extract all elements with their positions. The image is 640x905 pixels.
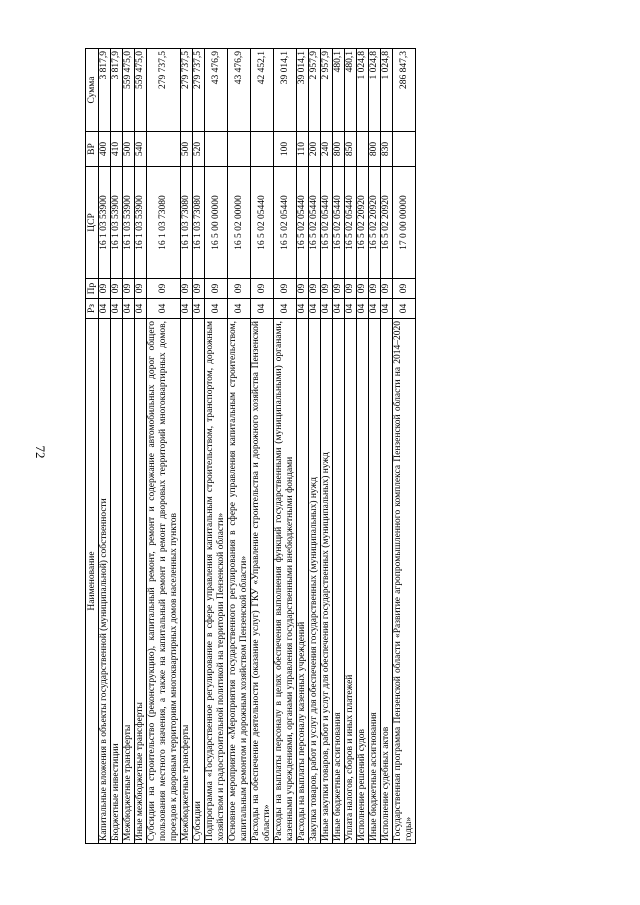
cell-rz: 04: [147, 299, 181, 319]
cell-vr: 200: [309, 132, 321, 167]
cell-sum: 42 452,1: [251, 49, 274, 132]
cell-csr: 16 5 02 00000: [228, 167, 251, 279]
cell-csr: 16 5 02 05440: [321, 167, 333, 279]
cell-pr: 09: [99, 279, 111, 299]
table-row: [393, 49, 416, 844]
table-row: [205, 49, 228, 844]
cell-rz: 04: [357, 299, 369, 319]
page-number: 72: [33, 445, 48, 459]
cell-name: Закупка товаров, работ и услуг для обеспечения государственных (муниципальных) нужд: [309, 319, 321, 844]
cell-csr: 16 5 02 20920: [381, 167, 393, 279]
table-row: [274, 49, 297, 844]
cell-sum: 43 476,9: [205, 49, 228, 132]
cell-name: Расходы на обеспечение деятельности (оказание услуг) ГКУ «Управление строительства и дорожного хозяйства Пензенской области»: [251, 319, 274, 844]
budget-table: [85, 48, 416, 844]
cell-name: Подпрограмма «Государственное регулирование в сфере управления капитальным строительством, транспортом, дорожным хозяйством и градостроительной политикой на территории Пензенской области»: [205, 319, 228, 844]
cell-name: Уплата налогов, сборов и иных платежей: [345, 319, 357, 844]
budget-table-container: [85, 49, 555, 844]
table-row: [321, 49, 333, 844]
cell-pr: 09: [333, 279, 345, 299]
cell-csr: 16 1 03 73080: [147, 167, 181, 279]
cell-name: Бюджетные инвестиции: [111, 319, 123, 844]
cell-vr: [205, 132, 228, 167]
cell-sum: 3 817,9: [99, 49, 111, 132]
cell-vr: 410: [111, 132, 123, 167]
cell-rz: 04: [381, 299, 393, 319]
header-pr: Пр: [86, 279, 99, 299]
cell-rz: 04: [99, 299, 111, 319]
cell-csr: 16 1 03 53900: [111, 167, 123, 279]
cell-rz: 04: [228, 299, 251, 319]
header-csr: ЦСР: [86, 167, 99, 279]
cell-vr: 240: [321, 132, 333, 167]
cell-sum: 480,1: [333, 49, 345, 132]
cell-sum: 559 475,0: [123, 49, 135, 132]
cell-vr: 520: [193, 132, 205, 167]
cell-sum: 279 737,5: [181, 49, 193, 132]
cell-name: Субсидии: [193, 319, 205, 844]
cell-pr: 09: [369, 279, 381, 299]
cell-rz: 04: [345, 299, 357, 319]
cell-name: Субсидии на строительство (реконструкцию), капитальный ремонт, ремонт и содержание автомобильных дорог общего пользования местного значения, а также на капитальный ремонт и ремонт дворовых территорий многоквартирных домов, проездов к дворовым территориям многоквартирных домов населенных пунктов: [147, 319, 181, 844]
table-row: [123, 49, 135, 844]
cell-pr: 09: [381, 279, 393, 299]
cell-sum: 1 024,8: [381, 49, 393, 132]
cell-pr: 09: [321, 279, 333, 299]
cell-pr: 09: [345, 279, 357, 299]
cell-name: Исполнение судебных актов: [381, 319, 393, 844]
cell-vr: 540: [135, 132, 147, 167]
table-row: [309, 49, 321, 844]
cell-name: Иные бюджетные ассигнования: [369, 319, 381, 844]
cell-sum: 480,1: [345, 49, 357, 132]
cell-csr: 16 5 02 05440: [345, 167, 357, 279]
cell-sum: 279 737,5: [193, 49, 205, 132]
cell-csr: 16 1 03 73080: [193, 167, 205, 279]
cell-vr: [251, 132, 274, 167]
table-row: [381, 49, 393, 844]
table-row: [251, 49, 274, 844]
cell-name: Расходы на выплаты персоналу в целях обеспечения выполнения функций государственными (муниципальными) органами, казенными учреждениями, органами управления государственными внебюджетными фондами: [274, 319, 297, 844]
cell-csr: 16 5 02 05440: [333, 167, 345, 279]
cell-csr: 16 5 02 05440: [297, 167, 309, 279]
cell-vr: [357, 132, 369, 167]
cell-sum: 43 476,9: [228, 49, 251, 132]
cell-sum: 2 957,9: [321, 49, 333, 132]
table-row: [345, 49, 357, 844]
cell-csr: 16 5 02 20920: [369, 167, 381, 279]
cell-vr: 500: [123, 132, 135, 167]
cell-sum: 559 475,0: [135, 49, 147, 132]
cell-name: Исполнение решений судов: [357, 319, 369, 844]
cell-csr: 16 5 02 05440: [309, 167, 321, 279]
cell-rz: 04: [321, 299, 333, 319]
cell-rz: 04: [135, 299, 147, 319]
cell-pr: 09: [135, 279, 147, 299]
header-vr: ВР: [86, 132, 99, 167]
header-rz: Рз: [86, 299, 99, 319]
cell-vr: 850: [345, 132, 357, 167]
cell-rz: 04: [111, 299, 123, 319]
cell-rz: 04: [333, 299, 345, 319]
cell-vr: 110: [297, 132, 309, 167]
cell-csr: 16 5 02 05440: [251, 167, 274, 279]
cell-name: Иные межбюджетные трансферты: [135, 319, 147, 844]
cell-vr: [393, 132, 416, 167]
cell-sum: 286 847,3: [393, 49, 416, 132]
cell-vr: 800: [333, 132, 345, 167]
cell-pr: 09: [274, 279, 297, 299]
cell-pr: 09: [181, 279, 193, 299]
cell-rz: 04: [251, 299, 274, 319]
table-row: [228, 49, 251, 844]
cell-pr: 09: [193, 279, 205, 299]
table-row: [181, 49, 193, 844]
cell-vr: 100: [274, 132, 297, 167]
cell-csr: 17 0 00 00000: [393, 167, 416, 279]
cell-csr: 16 5 00 00000: [205, 167, 228, 279]
table-header-row: [86, 49, 99, 844]
cell-vr: 400: [99, 132, 111, 167]
table-row: [193, 49, 205, 844]
cell-rz: 04: [123, 299, 135, 319]
cell-pr: 09: [228, 279, 251, 299]
cell-rz: 04: [181, 299, 193, 319]
cell-name: Межбюджетные трансферты: [123, 319, 135, 844]
cell-vr: [228, 132, 251, 167]
table-row: [369, 49, 381, 844]
cell-rz: 04: [193, 299, 205, 319]
cell-name: Расходы на выплаты персоналу казенных учреждений: [297, 319, 309, 844]
cell-rz: 04: [205, 299, 228, 319]
cell-pr: 09: [147, 279, 181, 299]
cell-pr: 09: [251, 279, 274, 299]
table-row: [99, 49, 111, 844]
cell-sum: 2 957,9: [309, 49, 321, 132]
cell-rz: 04: [393, 299, 416, 319]
cell-vr: 800: [369, 132, 381, 167]
cell-pr: 09: [309, 279, 321, 299]
cell-csr: 16 1 03 53900: [123, 167, 135, 279]
table-row: [111, 49, 123, 844]
cell-pr: 09: [205, 279, 228, 299]
cell-pr: 09: [297, 279, 309, 299]
table-row: [135, 49, 147, 844]
table-row: [297, 49, 309, 844]
cell-rz: 04: [274, 299, 297, 319]
cell-name: Межбюджетные трансферты: [181, 319, 193, 844]
cell-name: Основное мероприятие «Мероприятия государственного регулирования в сфере управления капитальным строительством, капитальным ремонтом и дорожным хозяйством Пензенской области»: [228, 319, 251, 844]
cell-pr: 09: [393, 279, 416, 299]
table-row: [357, 49, 369, 844]
cell-sum: 1 024,8: [357, 49, 369, 132]
cell-rz: 04: [297, 299, 309, 319]
table-row: [147, 49, 181, 844]
cell-csr: 16 5 02 20920: [357, 167, 369, 279]
cell-vr: 500: [181, 132, 193, 167]
table-row: [333, 49, 345, 844]
cell-csr: 16 1 03 53900: [99, 167, 111, 279]
cell-name: Иные закупки товаров, работ и услуг для обеспечения государственных (муниципальных) нужд: [321, 319, 333, 844]
cell-name: Государственная программа Пензенской области «Развитие агропромышленного комплекса Пензенской области на 2014–2020 годы»: [393, 319, 416, 844]
header-name: Наименование: [86, 319, 99, 844]
cell-name: Иные бюджетные ассигнования: [333, 319, 345, 844]
cell-sum: 3 817,9: [111, 49, 123, 132]
cell-sum: 39 014,1: [297, 49, 309, 132]
cell-vr: 830: [381, 132, 393, 167]
cell-rz: 04: [369, 299, 381, 319]
cell-csr: 16 1 03 73080: [181, 167, 193, 279]
header-sum: Сумма: [86, 49, 99, 132]
cell-name: Капитальные вложения в объекты государственной (муниципальной) собственности: [99, 319, 111, 844]
cell-pr: 09: [111, 279, 123, 299]
cell-sum: 1 024,8: [369, 49, 381, 132]
cell-csr: 16 5 02 05440: [274, 167, 297, 279]
cell-rz: 04: [309, 299, 321, 319]
cell-pr: 09: [123, 279, 135, 299]
cell-vr: [147, 132, 181, 167]
cell-sum: 39 014,1: [274, 49, 297, 132]
cell-csr: 16 1 03 53900: [135, 167, 147, 279]
cell-sum: 279 737,5: [147, 49, 181, 132]
cell-pr: 09: [357, 279, 369, 299]
